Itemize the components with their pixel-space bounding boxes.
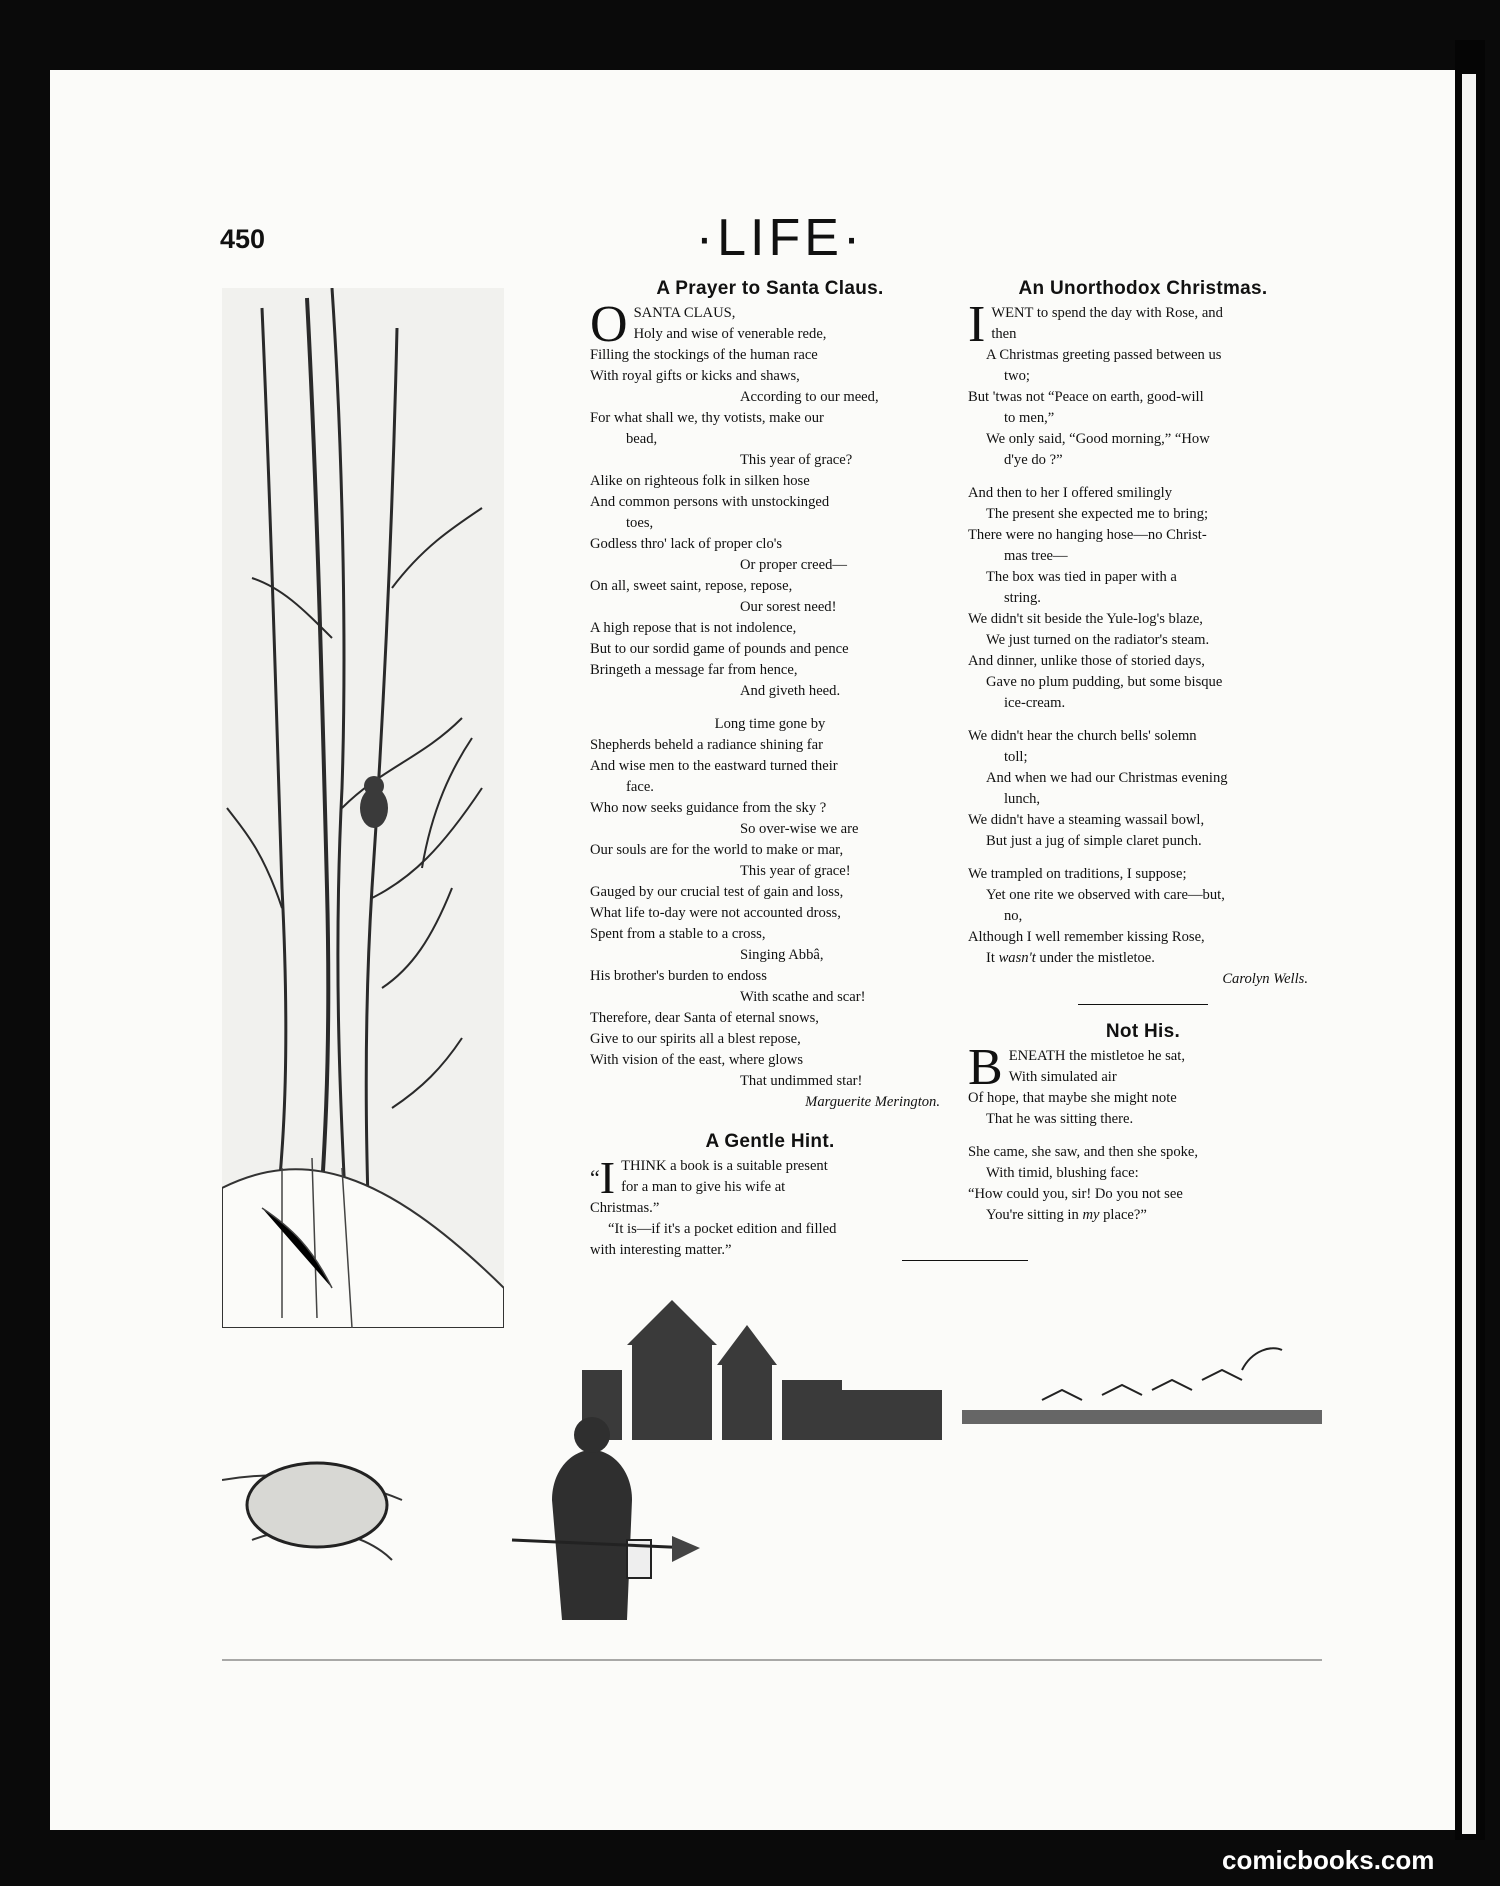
poem-line: Alike on righteous folk in silken hose [590,473,810,489]
poem-line: With vision of the east, where glows [590,1052,804,1068]
poem-emphasis: wasn't [998,950,1036,966]
prose-line: Christmas.” [590,1200,660,1216]
prose-line: “It is—if it's a pocket edition and filled [608,1221,837,1237]
poem-line: His brother's burden to endoss [590,968,767,984]
poem-line: Yet one rite we observed with care—but, [986,887,1225,903]
poem-line: Gauged by our crucial test of gain and loss, [590,884,844,900]
poem-line: So over-wise we are [740,821,859,837]
section-divider [1078,1004,1208,1005]
poem-line: Long time gone by [714,716,826,732]
hint-dropcap: I [599,1152,616,1203]
poem-line: We didn't hear the church bells' solemn [968,728,1197,744]
poem-fragment: It [986,950,999,966]
poem-line: But just a jug of simple claret punch. [986,833,1202,849]
poem-line: then [991,326,1017,342]
poem-line: We just turned on the radiator's steam. [986,632,1210,648]
poem-line: A high repose that is not indolence, [590,620,797,636]
poem-line: For what shall we, thy votists, make our [590,410,824,426]
poem-line: toes, [626,515,654,531]
poem-line: What life to-day were not accounted dross, [590,905,841,921]
poem-fragment: You're sitting in [986,1207,1083,1223]
tree-illustration [222,288,504,1328]
poem-line: Gave no plum pudding, but some bisque [986,674,1223,690]
prayer-author: Marguerite Merington. [805,1094,940,1110]
unorthodox-author: Carolyn Wells. [1222,971,1308,987]
poem-line: d'ye do ?” [1004,452,1063,468]
poem-line: string. [1004,590,1041,606]
nothis-dropcap: B [968,1039,1003,1096]
poem-line: Godless thro' lack of proper clo's [590,536,783,552]
poem-line: Who now seeks guidance from the sky ? [590,800,827,816]
poem-line: mas tree— [1004,548,1068,564]
unorthodox-dropcap: I [968,296,986,353]
poem-line: And when we had our Christmas evening [986,770,1228,786]
poem-line: Of hope, that maybe she might note [968,1090,1177,1106]
poem-line: But 'twas not “Peace on earth, good-will [968,389,1204,405]
prose-line: for a man to give his wife at [621,1179,786,1195]
poem-line: Although I well remember kissing Rose, [968,929,1205,945]
poem-line: WENT to spend the day with Rose, and [991,305,1223,321]
poem-line: We didn't sit beside the Yule-log's blaze, [968,611,1203,627]
prayer-opening [590,296,950,353]
bottom-divider [902,1260,1028,1261]
poem-line: two; [1004,368,1030,384]
poem-line: Or proper creed— [740,557,847,573]
poem-line: Our souls are for the world to make or mar, [590,842,844,858]
poem-line: We didn't have a steaming wassail bowl, [968,812,1205,828]
poem-line: Therefore, dear Santa of eternal snows, [590,1010,819,1026]
poem-line: no, [1004,908,1023,924]
poem-line: With simulated air [1008,1069,1117,1085]
poem-line: The box was tied in paper with a [986,569,1177,585]
poem-line: to men,” [1004,410,1055,426]
poem-line: She came, she saw, and then she spoke, [968,1144,1199,1160]
poem-line: And common persons with unstockinged [590,494,830,510]
poem-line: According to our meed, [740,389,879,405]
poem-line: And dinner, unlike those of storied days, [968,653,1205,669]
next-page-edge [1462,74,1476,1834]
poem-fragment: under the mistletoe. [1035,950,1155,966]
poem-line: With timid, blushing face: [986,1165,1139,1181]
prose-line: with interesting matter.” [590,1242,732,1258]
poem-line: Filling the stockings of the human race [590,347,818,363]
poem-line [968,948,1318,969]
prose-line: THINK a book is a suitable present [621,1158,828,1174]
poem-line: SANTA CLAUS, [633,305,736,321]
page-number: 450 [220,224,266,254]
masthead: ·LIFE· [695,209,865,267]
poem-line: With scathe and scar! [740,989,866,1005]
poem-line: That undimmed star! [740,1073,863,1089]
poem-line: lunch, [1004,791,1041,807]
village-illustration [222,1300,1322,1680]
poem-line: And wise men to the eastward turned their [590,758,838,774]
poem-line: The present she expected me to bring; [986,506,1209,522]
poem-line: toll; [1004,749,1028,765]
poem-line: But to our sordid game of pounds and pence [590,641,849,657]
poem-line: There were no hanging hose—no Christ- [968,527,1207,543]
poem-line: Bringeth a message far from hence, [590,662,798,678]
nothis-opening [968,1039,1318,1096]
poem-line: That he was sitting there. [986,1111,1134,1127]
poem-line: Holy and wise of venerable rede, [633,326,827,342]
poem-line: Give to our spirits all a blest repose, [590,1031,801,1047]
poem-line: And giveth heed. [740,683,841,699]
site-watermark: comicbooks.com [1222,1845,1435,1875]
poem-line [968,1205,1318,1226]
poem-line: And then to her I offered smilingly [968,485,1172,501]
poem-line: We only said, “Good morning,” “How [986,431,1210,447]
poem-line: Spent from a stable to a cross, [590,926,766,942]
poem-line: On all, sweet saint, repose, repose, [590,578,793,594]
poem-emphasis: my [1082,1207,1100,1223]
poem-line: Singing Abbâ, [740,947,824,963]
poem-line: “How could you, sir! Do you not see [968,1186,1183,1202]
prayer-title: A Prayer to Santa Claus. [656,278,884,299]
hint-opening [590,1152,950,1203]
hint-dropcap-group [590,1152,616,1203]
poem-line: This year of grace? [740,452,853,468]
unorthodox-opening [968,296,1318,353]
poem-line: With royal gifts or kicks and shaws, [590,368,800,384]
prayer-column [590,278,950,1261]
poem-fragment: place?” [1099,1207,1147,1223]
poem-line: We trampled on traditions, I suppose; [968,866,1187,882]
poem-line: A Christmas greeting passed between us [986,347,1222,363]
hint-open-quote: “ [590,1165,600,1190]
poem-line: Shepherds beheld a radiance shining far [590,737,824,753]
poem-line: ENEATH the mistletoe he sat, [1008,1048,1185,1064]
unorthodox-title: An Unorthodox Christmas. [1018,278,1268,299]
poem-line: This year of grace! [740,863,851,879]
poem-line: Our sorest need! [740,599,837,615]
nothis-title: Not His. [1105,1021,1181,1042]
poem-line: bead, [626,431,658,447]
hint-title: A Gentle Hint. [705,1131,835,1152]
prayer-dropcap: O [590,296,628,353]
poem-line: face. [626,779,654,795]
poem-line: ice-cream. [1004,695,1066,711]
unorthodox-column [968,278,1318,1226]
